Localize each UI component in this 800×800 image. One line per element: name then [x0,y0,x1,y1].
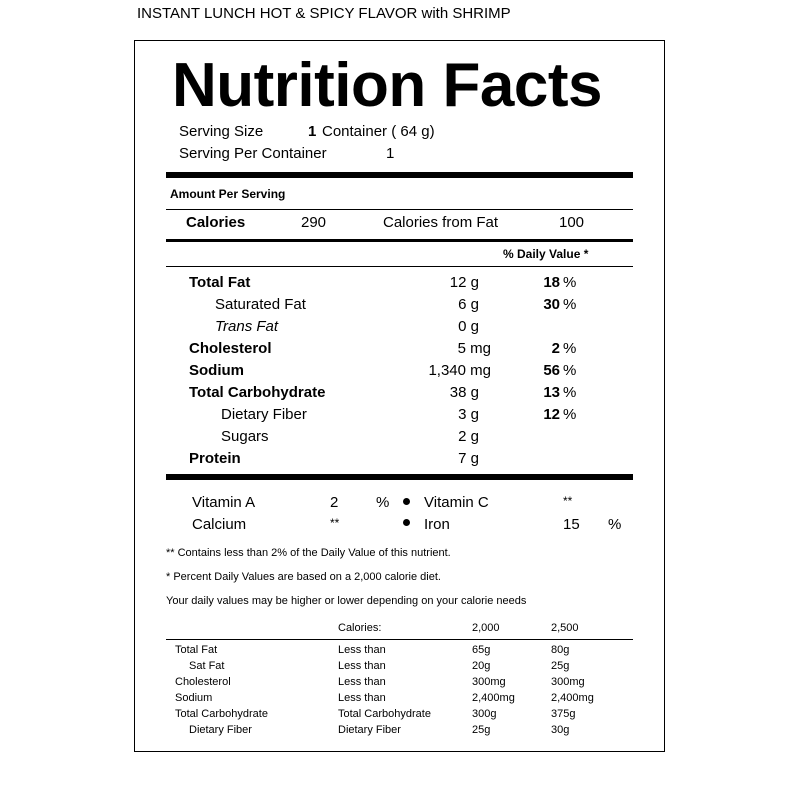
reference-row-value-2500: 375g [551,708,576,720]
percent-sign: % [608,516,622,533]
nutrient-name: Total Carbohydrate [189,384,326,401]
nutrient-amount: 12 g [449,274,479,291]
vitamin-a-value: 2 [330,494,339,511]
calcium-value: ** [330,516,340,530]
thin-divider [166,639,633,640]
servings-per-container-value: 1 [386,145,395,162]
percent-sign: % [563,384,577,401]
reference-row-name: Total Carbohydrate [175,708,268,720]
reference-row-qualifier: Less than [338,676,386,688]
reference-calories-label: Calories: [338,622,382,634]
iron-label: Iron [424,516,450,533]
reference-row-value-2000: 2,400mg [472,692,515,704]
reference-row-value-2500: 300mg [551,676,585,688]
nutrient-daily-value: 12 [543,406,560,423]
nutrient-amount: 38 g [449,384,479,401]
reference-column-2500: 2,500 [551,622,579,634]
nutrient-name: Sodium [189,362,244,379]
nutrient-name: Sugars [221,428,269,445]
nutrient-name: Protein [189,450,241,467]
reference-row-qualifier: Less than [338,644,386,656]
nutrient-daily-value: 30 [543,296,560,313]
nutrient-daily-value: 2 [551,340,560,357]
vitamin-c-label: Vitamin C [424,494,489,511]
reference-row-value-2500: 80g [551,644,570,656]
reference-row-name: Cholesterol [175,676,231,688]
reference-row-name: Sat Fat [189,660,225,672]
nutrient-name: Total Fat [189,274,251,291]
reference-row-value-2500: 25g [551,660,570,672]
nutrient-name: Cholesterol [189,340,272,357]
thick-divider [166,172,633,178]
amount-per-serving-label: Amount Per Serving [170,187,286,201]
daily-value-header: % Daily Value * [503,247,589,261]
percent-sign: % [563,274,577,291]
reference-row-qualifier: Less than [338,660,386,672]
bullet-icon [403,498,410,505]
calories-from-fat-label: Calories from Fat [383,214,499,231]
nutrient-amount: 1,340 mg [428,362,491,379]
reference-row-value-2500: 2,400mg [551,692,594,704]
percent-sign: % [563,340,577,357]
nutrient-daily-value: 13 [543,384,560,401]
nutrient-amount: 2 g [458,428,479,445]
reference-row-value-2000: 300g [472,708,497,720]
reference-row-name: Total Fat [175,644,218,656]
percent-sign: % [563,362,577,379]
percent-sign: % [376,494,390,511]
footnote-percent-daily-values: * Percent Daily Values are based on a 2,000 calorie diet. [166,571,441,583]
footnote-calorie-needs: Your daily values may be higher or lower depending on your calorie needs [166,595,527,607]
reference-row-value-2000: 300mg [472,676,506,688]
nutrient-amount: 0 g [458,318,479,335]
reference-row-qualifier: Total Carbohydrate [338,708,431,720]
percent-sign: % [563,296,577,313]
reference-row-name: Dietary Fiber [189,724,252,736]
product-name: INSTANT LUNCH HOT & SPICY FLAVOR with SHRIMP [137,5,511,22]
footnote-less-than-2-percent: ** Contains less than 2% of the Daily Value of this nutrient. [166,547,451,559]
nutrient-amount: 6 g [458,296,479,313]
reference-row-name: Sodium [175,692,213,704]
thin-divider [166,266,633,267]
reference-row-value-2000: 20g [472,660,491,672]
vitamin-c-value: ** [563,494,573,508]
medium-divider [166,239,633,242]
reference-row-qualifier: Less than [338,692,386,704]
reference-row-value-2000: 65g [472,644,491,656]
calories-value: 290 [301,214,327,231]
reference-row-qualifier: Dietary Fiber [338,724,401,736]
percent-sign: % [563,406,577,423]
nutrient-amount: 5 mg [457,340,491,357]
vitamin-a-label: Vitamin A [192,494,256,511]
calcium-label: Calcium [192,516,247,533]
bullet-icon [403,519,410,526]
nutrient-name: Saturated Fat [215,296,306,313]
calories-label: Calories [186,214,246,231]
nutrient-amount: 3 g [458,406,479,423]
servings-per-container-label: Serving Per Container [179,145,327,162]
reference-row-value-2000: 25g [472,724,491,736]
calories-from-fat-value: 100 [559,214,585,231]
nutrient-amount: 7 g [458,450,479,467]
serving-size-label: Serving Size [179,123,264,140]
reference-column-2000: 2,000 [472,622,500,634]
serving-size-unit: Container ( 64 g) [322,123,435,140]
serving-size-amount: 1 [308,123,317,140]
reference-row-value-2500: 30g [551,724,570,736]
thick-divider [166,474,633,480]
iron-value: 15 [563,516,580,533]
thin-divider [166,209,633,210]
nutrition-facts-title: Nutrition Facts [172,51,602,120]
nutrient-daily-value: 18 [543,274,560,291]
nutrient-daily-value: 56 [543,362,560,379]
nutrient-name: Trans Fat [215,318,279,335]
nutrient-name: Dietary Fiber [221,406,307,423]
